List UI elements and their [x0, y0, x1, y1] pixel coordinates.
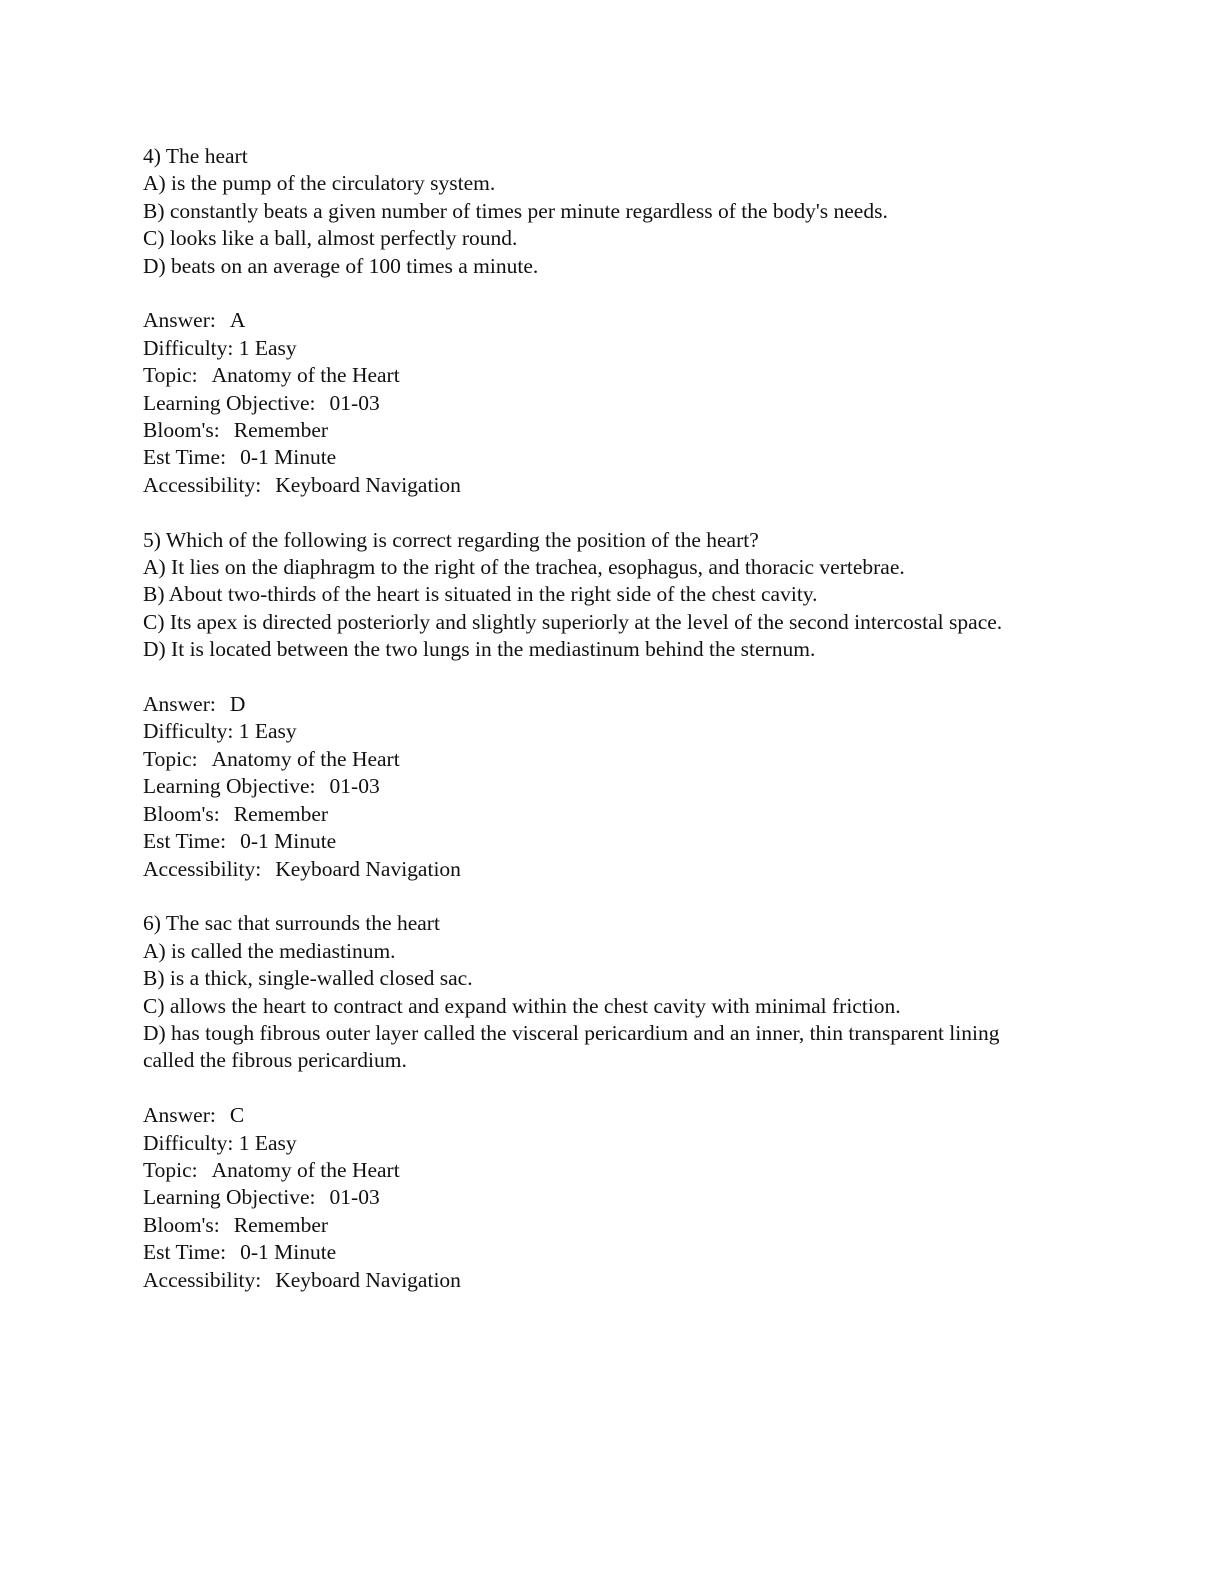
blooms-line: Bloom's: Remember [143, 1212, 329, 1237]
question-block [143, 527, 1043, 883]
option-b: B) constantly beats a given number of times per minute regardless of the body's needs. [143, 198, 888, 223]
answer-value: C [229, 1103, 245, 1128]
est-time-line: Est Time: 0-1 Minute [143, 1240, 337, 1265]
question-stem: 4) The heart [143, 144, 248, 168]
option-d: D) It is located between the two lungs in the mediastinum behind the sternum. [143, 637, 816, 662]
option-d: D) has tough fibrous outer layer called the visceral pericardium and an inner, thin transparent lining called the fibrous pericardium. [143, 1020, 1000, 1073]
answer-value: A [229, 308, 246, 333]
learning-objective-line: Learning Objective: 01-03 [143, 390, 380, 415]
question-stem: 5) Which of the following is correct regarding the position of the heart? [143, 527, 759, 552]
learning-objective-line: Learning Objective: 01-03 [143, 774, 380, 799]
difficulty-line: Difficulty: 1 Easy [143, 719, 297, 744]
option-a: A) is called the mediastinum. [143, 938, 396, 963]
answer-line: Answer: D [143, 692, 246, 717]
option-b: B) About two-thirds of the heart is situated in the right side of the chest cavity. [143, 582, 818, 607]
topic-line: Topic: Anatomy of the Heart [143, 746, 400, 771]
document-page [143, 143, 1043, 1294]
topic-line: Topic: Anatomy of the Heart [143, 1157, 400, 1182]
question-stem: 6) The sac that surrounds the heart [143, 911, 440, 936]
accessibility-line: Accessibility: Keyboard Navigation [143, 1267, 461, 1292]
difficulty-line: Difficulty: 1 Easy [143, 335, 297, 360]
option-d: D) beats on an average of 100 times a minute. [143, 253, 539, 278]
accessibility-line: Accessibility: Keyboard Navigation [143, 472, 461, 497]
option-a: A) It lies on the diaphragm to the right of the trachea, esophagus, and thoracic vertebrae. [143, 555, 905, 580]
answer-line: Answer: C [143, 1103, 245, 1128]
blooms-line: Bloom's: Remember [143, 801, 329, 826]
blooms-line: Bloom's: Remember [143, 418, 329, 443]
difficulty-line: Difficulty: 1 Easy [143, 1130, 297, 1155]
answer-line: Answer: A [143, 308, 246, 333]
topic-line: Topic: Anatomy of the Heart [143, 363, 400, 388]
est-time-line: Est Time: 0-1 Minute [143, 445, 337, 470]
question-block [143, 143, 1043, 499]
option-c: C) Its apex is directed posteriorly and slightly superiorly at the level of the second intercostal space. [143, 609, 1003, 634]
option-c: C) allows the heart to contract and expand within the chest cavity with minimal friction. [143, 993, 901, 1018]
learning-objective-line: Learning Objective: 01-03 [143, 1185, 380, 1210]
option-a: A) is the pump of the circulatory system. [143, 171, 496, 196]
accessibility-line: Accessibility: Keyboard Navigation [143, 856, 461, 881]
option-c: C) looks like a ball, almost perfectly round. [143, 226, 518, 251]
question-block [143, 910, 1043, 1294]
answer-value: D [229, 692, 246, 717]
option-b: B) is a thick, single-walled closed sac. [143, 966, 473, 991]
est-time-line: Est Time: 0-1 Minute [143, 829, 337, 854]
